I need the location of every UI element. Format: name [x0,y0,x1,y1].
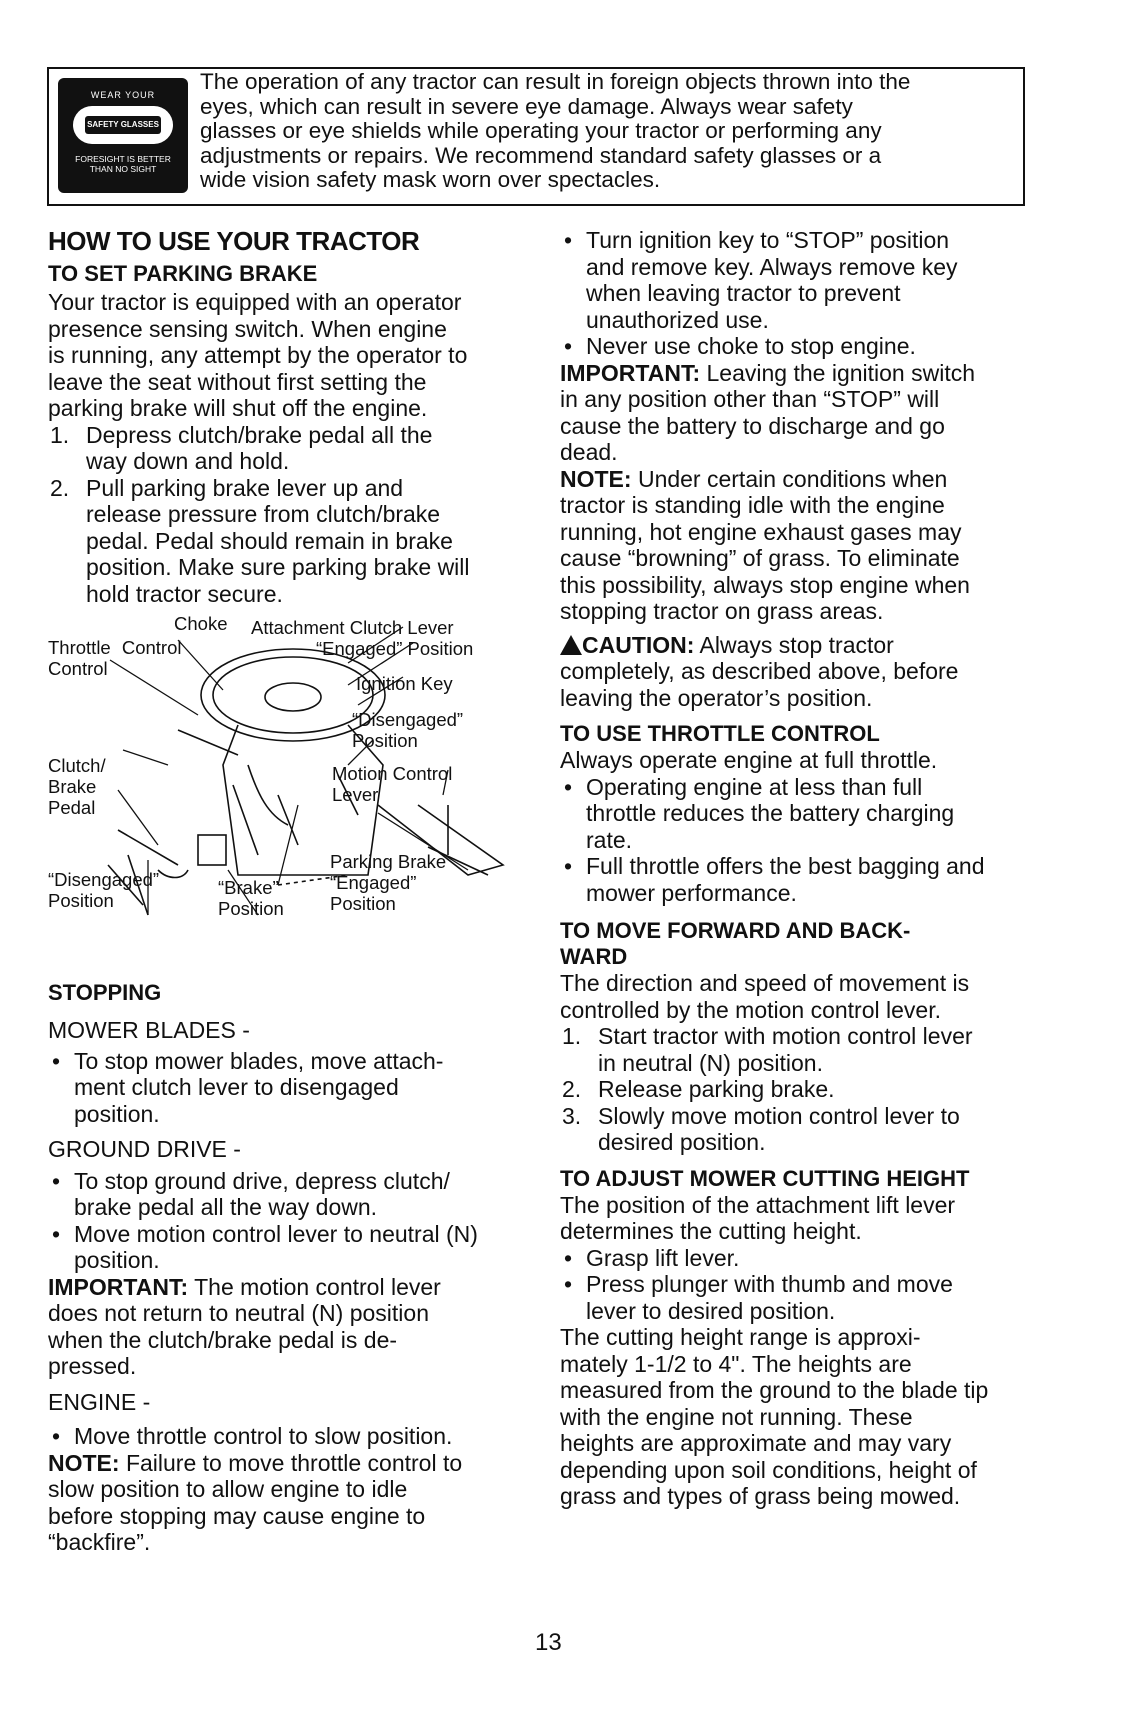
page-number: 13 [535,1629,562,1656]
heading-line: WARD [560,944,628,969]
badge-line: FORESIGHT IS BETTER [75,154,171,164]
text-line: and remove key. Always remove key [586,253,958,280]
safety-warning-text [200,70,1030,193]
stopping-heading: STOPPING [48,980,162,1005]
text-line: when leaving tractor to prevent [586,280,901,306]
text-line: is running, any attempt by the operator to [48,342,468,368]
step-1 [48,422,518,475]
text-line: • Operating engine at less than full [586,773,923,800]
text-line: desired position. [598,1129,766,1155]
label-line: Throttle [48,637,111,658]
engine-label: ENGINE - [48,1388,151,1415]
step-2 [560,1076,1060,1103]
text-line: • To stop ground drive, depress clutch/ [74,1167,450,1194]
text-line: position. [74,1100,160,1127]
text-line: • Turn ignition key to “STOP” position [586,227,950,253]
text-line: • Never use choke to stop engine. [586,333,916,359]
step-number: 1. [50,421,70,448]
glasses-icon [73,106,173,144]
important-label: IMPORTANT: [48,1273,189,1300]
bullet-item [560,853,1060,906]
text-line: Start tractor with motion control lever [598,1023,973,1049]
safety-glasses-badge-icon [58,78,188,193]
text-line: in any position other than “STOP” will [560,386,940,412]
text-line: cause the battery to discharge and go [560,412,945,439]
motion-control-lever-label [332,763,452,805]
text-line: Always operate engine at full throttle. [560,747,938,773]
text-line: Leaving the ignition switch [700,359,976,386]
text-line: lever to desired position. [586,1297,836,1324]
label-line: “Disengaged” [48,869,160,890]
text-line: The cutting height range is approxi- [560,1324,921,1350]
text-line: depending upon soil conditions, height of [560,1456,977,1483]
parking-brake-body [48,289,518,607]
label-line: Parking Brake [330,851,447,872]
text-line: way down and hold. [86,448,290,474]
text-line: pressed. [48,1353,137,1379]
text-line: parking brake will shut off the engine. [48,395,428,421]
disengaged-position-label [352,709,463,751]
badge-line: SAFETY GLASSES [85,116,161,134]
text-line: The position of the attachment lift lever [560,1191,956,1218]
label-line: Position [218,898,284,919]
text-line: mately 1-1/2 to 4". The heights are [560,1350,912,1377]
note-label: NOTE: [48,1449,120,1476]
label-line: Position [48,890,114,911]
warning-line: adjustments or repairs. We recommend standard safety glasses or a [200,142,882,168]
label-line: Position [330,893,396,914]
text-line: does not return to neutral (N) position [48,1300,429,1326]
text-line: before stopping may cause engine to [48,1502,426,1529]
text-line: leave the seat without first setting the [48,368,427,395]
label-line: Attachment Clutch Lever [251,617,454,638]
step-number: 1. [562,1023,582,1049]
text-line: • Grasp lift lever. [586,1244,740,1271]
text-line: this possibility, always stop engine when [560,571,970,598]
right-column [560,227,1060,1510]
text-line: presence sensing switch. When engine [48,315,447,342]
text-line: brake pedal all the way down. [74,1194,378,1220]
text-line: leaving the operator’s position. [560,684,873,711]
text-line: completely, as described above, before [560,658,959,684]
text-line: with the engine not running. These [560,1403,913,1430]
bullet-item [560,227,1060,333]
text-line: hold tractor secure. [86,580,283,607]
text-line: Under certain conditions when [631,465,948,492]
label-line: Motion Control [332,763,453,784]
heading-line: TO MOVE FORWARD AND BACK- [560,918,911,943]
text-line: Slowly move motion control lever to [598,1102,960,1129]
label-line: Choke [174,613,228,634]
throttle-control-label [48,637,182,679]
text-line: rate. [586,826,633,853]
text-line: Failure to move throttle control to [119,1449,463,1476]
warning-line: eyes, which can result in severe eye damage. Always wear safety [200,93,853,119]
text-line: in neutral (N) position. [598,1049,823,1076]
badge-line: THAN NO SIGHT [89,164,157,174]
label-line: Lever [332,784,379,805]
text-line: grass and types of grass being mowed. [560,1483,961,1509]
text-line: tractor is standing idle with the engine [560,492,945,518]
ground-drive-label: GROUND DRIVE - [48,1136,241,1162]
text-line: throttle reduces the battery charging [586,800,955,826]
bullet-item [560,333,1060,360]
text-line: ment clutch lever to disengaged [74,1074,399,1100]
label-line: “Engaged” Position [316,638,474,659]
text-line: The direction and speed of movement is [560,970,970,996]
text-line: when the clutch/brake pedal is de- [48,1326,398,1353]
step-number: 3. [562,1102,582,1129]
text-line: position. Make sure parking brake will [86,554,470,580]
text-line: The motion control lever [188,1273,441,1300]
text-line: Pull parking brake lever up and [86,474,404,501]
parking-brake-engaged-label [330,851,446,914]
text-line: stopping tractor on grass areas. [560,598,884,624]
stopping-body [48,1017,538,1556]
cutting-height-heading: TO ADJUST MOWER CUTTING HEIGHT [560,1165,970,1191]
note-label: NOTE: [560,465,632,492]
ignition-key-label: Ignition Key [356,673,453,694]
parking-brake-heading: TO SET PARKING BRAKE [48,261,318,286]
bullet-item [560,1245,1060,1272]
text-line: release pressure from clutch/brake [86,501,441,527]
warning-line: wide vision safety mask worn over spectacles. [200,167,661,192]
text-line: slow position to allow engine to idle [48,1476,408,1502]
section-title: HOW TO USE YOUR TRACTOR [48,226,420,256]
text-line: Always stop tractor [694,631,894,658]
text-line: • Full throttle offers the best bagging and [586,853,985,879]
label-line: “Brake” [218,877,279,898]
step-1 [560,1023,1060,1076]
warning-line: glasses or eye shields while operating your tractor or performing any [200,118,882,143]
tractor-controls-diagram [48,615,538,975]
caution-label: CAUTION: [582,631,695,658]
step-number: 2. [562,1076,582,1102]
bullet-item [560,1271,1060,1324]
caution-icon [560,635,582,655]
bullet-item [48,1168,538,1221]
step-number: 2. [50,474,70,501]
label-line: Pedal [48,797,96,818]
text-line: pedal. Pedal should remain in brake [86,527,453,554]
text-line: position. [74,1247,160,1273]
text-line: running, hot engine exhaust gases may [560,518,962,545]
label-line: Clutch/ [48,755,106,776]
label-line: Control [48,658,108,679]
text-line: controlled by the motion control lever. [560,996,941,1023]
move-heading [560,918,1060,970]
clutch-brake-pedal-label [48,755,106,818]
label-line: Brake [48,776,97,797]
badge-line: WEAR YOUR [90,90,156,100]
step-2 [48,475,518,608]
warning-line: The operation of any tractor can result in foreign objects thrown into the [200,69,911,94]
bullet-item [48,1048,538,1128]
text-line: mower performance. [586,879,797,906]
text-line: Release parking brake. [598,1076,835,1102]
text-line: • Move throttle control to slow position. [74,1423,453,1449]
throttle-heading: TO USE THROTTLE CONTROL [560,721,880,746]
text-line: • Move motion control lever to neutral (N) [74,1220,478,1247]
bullet-item [48,1423,538,1450]
important-label: IMPORTANT: [560,359,701,386]
text-line: • Press plunger with thumb and move [586,1271,953,1297]
text-line: cause “browning” of grass. To eliminate [560,545,960,571]
label-line: Position [352,730,418,751]
text-line: “backfire”. [48,1529,151,1555]
text-line: measured from the ground to the blade tip [560,1377,989,1403]
mower-blades-label: MOWER BLADES - [48,1017,250,1043]
choke-control-label [128,613,227,634]
label-line: Control [121,637,182,658]
label-line: “Engaged” [330,872,417,893]
label-line: “Disengaged” [352,709,464,730]
pedal-disengaged-position-label [48,869,159,911]
bullet-item [48,1221,538,1274]
text-line: dead. [560,439,618,465]
text-line: Depress clutch/brake pedal all the [86,421,433,448]
text-line: unauthorized use. [586,306,769,333]
text-line: Your tractor is equipped with an operator [48,289,462,315]
text-line: determines the cutting height. [560,1218,862,1244]
step-3 [560,1103,1060,1156]
text-line: • To stop mower blades, move attach- [74,1047,444,1074]
bullet-item [560,774,1060,854]
text-line: heights are approximate and may vary [560,1430,952,1456]
attachment-clutch-label [251,617,473,659]
brake-position-label [218,877,284,919]
